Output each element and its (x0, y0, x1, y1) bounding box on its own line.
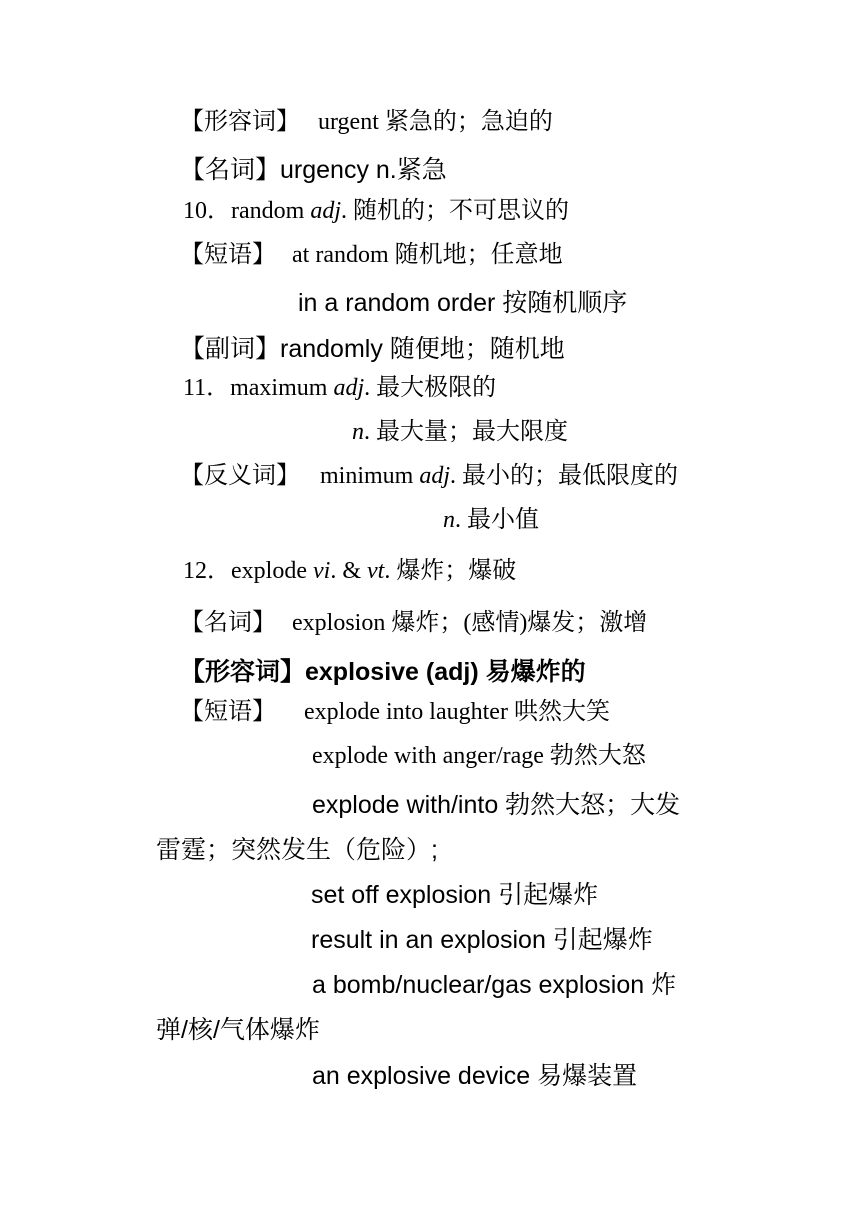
phrase-text: at random 随机地；任意地 (292, 242, 563, 268)
part-of-speech-vi: vi (312, 558, 331, 584)
phrase-bomb-explosion-line: a bomb/nuclear/gas explosion 炸 (312, 971, 677, 999)
entry-head: 12．explode (183, 558, 313, 584)
phrase-explode-with-into-continued: 雷霆；突然发生（危险）; (156, 836, 438, 864)
phrase-at-random-line (180, 243, 563, 267)
minimum-noun-line (443, 508, 539, 532)
entry-12-explode (183, 559, 516, 583)
tag-noun: 【名词】 (180, 610, 276, 636)
conjunction: . & (330, 558, 367, 584)
noun-explosion-line (180, 611, 647, 635)
entry-text: explosion 爆炸；(感情)爆发；激增 (292, 610, 648, 636)
part-of-speech-vt: vt (366, 558, 385, 584)
entry-head: 11．maximum (183, 375, 334, 401)
part-of-speech: n (443, 507, 455, 533)
phrase-set-off-explosion-line: set off explosion 引起爆炸 (311, 881, 599, 909)
adverb-randomly-line: 【副词】randomly 随便地；随机地 (180, 335, 565, 363)
entry-meaning: . 最小值 (455, 507, 539, 533)
entry-meaning: . 爆炸；爆破 (384, 558, 517, 584)
phrase-explode-with-into-line: explode with/into 勃然大怒；大发 (312, 791, 681, 819)
entry-meaning: . 随机的；不可思议的 (340, 198, 569, 224)
phrase-explosive-device-line: an explosive device 易爆装置 (312, 1062, 638, 1090)
noun-urgency-line: 【名词】urgency n.紧急 (180, 156, 447, 184)
entry-meaning: . 最大极限的 (364, 375, 497, 401)
tag-adjective: 【形容词】 (180, 109, 300, 135)
antonym-word: minimum (320, 463, 420, 489)
part-of-speech: n (352, 419, 364, 445)
tag-antonym: 【反义词】 (180, 463, 300, 489)
entry-11-maximum (183, 376, 496, 400)
phrase-random-order-line: in a random order 按随机顺序 (298, 289, 628, 317)
maximum-noun-line (352, 420, 568, 444)
tag-phrase: 【短语】 (180, 699, 276, 725)
phrase-result-in-explosion-line: result in an explosion 引起爆炸 (311, 926, 653, 954)
entry-head: 10．random (183, 198, 311, 224)
phrase-explode-anger-line: explode with anger/rage 勃然大怒 (312, 743, 646, 769)
adjective-urgent-line (180, 110, 553, 134)
part-of-speech: adj (333, 375, 365, 401)
phrase-bomb-explosion-continued: 弹/核/气体爆炸 (156, 1016, 320, 1044)
antonym-minimum-line (180, 464, 678, 488)
tag-phrase: 【短语】 (180, 242, 276, 268)
entry-10-random (183, 199, 569, 223)
phrase-explode-laughter-line (180, 700, 610, 724)
entry-text: urgent 紧急的；急迫的 (318, 109, 553, 135)
entry-meaning: . 最小的；最低限度的 (450, 463, 679, 489)
entry-meaning: . 最大量；最大限度 (364, 419, 568, 445)
part-of-speech: adj (419, 463, 451, 489)
phrase-text: explode into laughter 哄然大笑 (304, 699, 610, 725)
adjective-explosive-line: 【形容词】explosive (adj) 易爆炸的 (180, 658, 586, 686)
part-of-speech: adj (310, 198, 341, 224)
